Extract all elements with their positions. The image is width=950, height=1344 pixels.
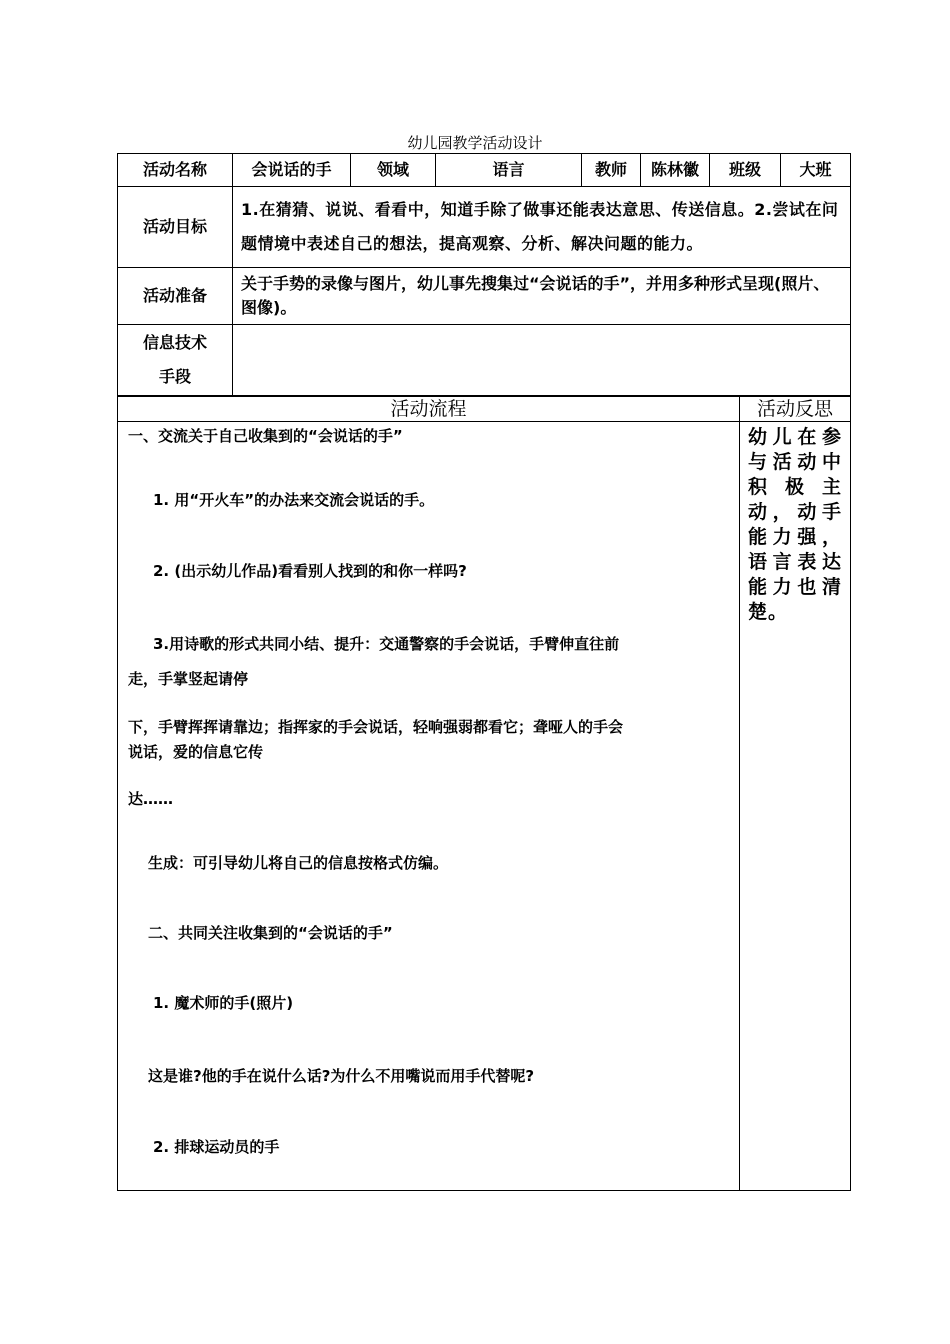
it-means-label-line2: 手段 <box>158 367 191 386</box>
flow-line: 3.用诗歌的形式共同小结、提升：交通警察的手会说话，手臂伸直往前 <box>153 635 620 653</box>
it-means-label-line1: 信息技术 <box>142 333 207 352</box>
flow-line: 二、共同关注收集到的“会说话的手” <box>148 924 393 942</box>
teacher-label: 教师 <box>582 154 641 187</box>
it-means-row <box>118 325 851 396</box>
activity-name-value: 会说话的手 <box>233 154 351 187</box>
flow-heading: 活动流程 <box>118 397 740 422</box>
flow-line: 2. (出示幼儿作品)看看别人找到的和你一样吗? <box>153 562 467 580</box>
flow-content <box>118 422 740 1191</box>
goals-text: 1.在猜猜、说说、看看中，知道手除了做事还能表达意思、传送信息。2.尝试在问题情境中表述自己的想法，提高观察、分析、解决问题的能力。 <box>233 187 851 268</box>
flow-heading-row <box>118 397 851 422</box>
flow-line: 走，手掌竖起请停 <box>128 670 249 688</box>
domain-value: 语言 <box>436 154 582 187</box>
class-value: 大班 <box>781 154 851 187</box>
document-title: 幼儿园教学活动设计 <box>407 134 543 152</box>
preparation-label: 活动准备 <box>118 268 233 325</box>
class-label: 班级 <box>710 154 781 187</box>
activity-design-table <box>117 153 850 1191</box>
flow-body-row <box>118 422 851 1191</box>
reflection-text: 幼儿在参与活动中积极主动，动手能力强，语言表达能力也清楚。 <box>740 422 851 1191</box>
activity-name-label: 活动名称 <box>118 154 233 187</box>
it-means-label <box>118 325 233 396</box>
flow-line: 2. 排球运动员的手 <box>153 1138 280 1156</box>
flow-line: 这是谁?他的手在说什么话?为什么不用嘴说而用手代替呢? <box>148 1067 535 1085</box>
goals-label: 活动目标 <box>118 187 233 268</box>
header-row <box>118 154 851 187</box>
teacher-value: 陈林徽 <box>641 154 710 187</box>
goals-row <box>118 187 851 268</box>
flow-line: 1. 魔术师的手(照片) <box>153 994 294 1012</box>
flow-line: 生成：可引导幼儿将自己的信息按格式仿编。 <box>148 854 449 872</box>
flow-line: 达…… <box>128 790 174 808</box>
flow-line: 一、交流关于自己收集到的“会说话的手” <box>128 427 403 445</box>
flow-line: 下，手臂挥挥请靠边；指挥家的手会说话，轻响强弱都看它；聋哑人的手会 <box>128 718 624 736</box>
domain-label: 领域 <box>351 154 436 187</box>
preparation-row <box>118 268 851 325</box>
flow-line: 说话，爱的信息它传 <box>128 743 264 761</box>
preparation-text: 关于手势的录像与图片，幼儿事先搜集过“会说话的手”，并用多种形式呈现(照片、图像)。 <box>233 268 851 325</box>
reflection-heading: 活动反思 <box>740 397 851 422</box>
it-means-text <box>233 325 851 396</box>
flow-line: 1. 用“开火车”的办法来交流会说话的手。 <box>153 491 435 509</box>
